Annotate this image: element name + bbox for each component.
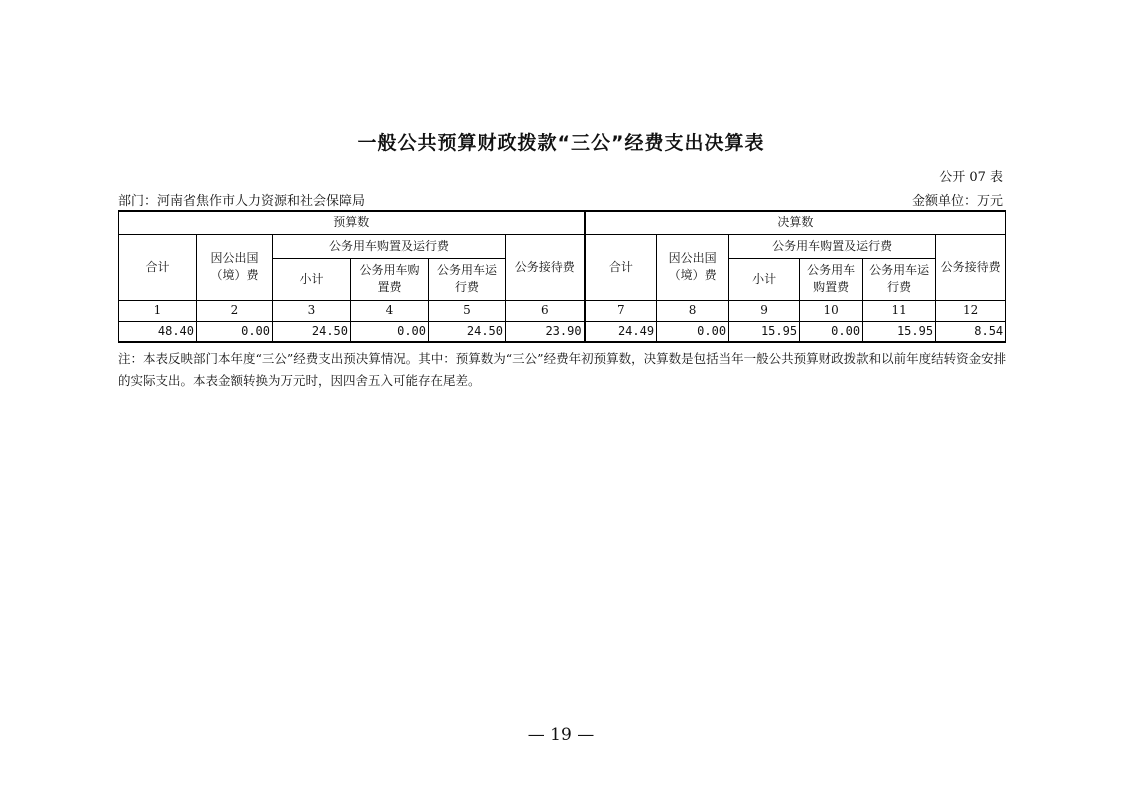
column-index: 9	[729, 300, 800, 321]
budget-reception-value: 23.90	[506, 321, 585, 342]
column-index: 4	[351, 300, 429, 321]
budget-total-header: 合计	[119, 234, 197, 300]
amount-unit-label: 金额单位：万元	[911, 194, 1003, 209]
final-vehicle-operation-line2: 行费	[887, 280, 912, 294]
budget-vehicle-purchase-line1: 公务用车购	[359, 263, 420, 277]
final-abroad-value: 0.00	[657, 321, 729, 342]
final-total-header: 合计	[585, 234, 657, 300]
final-abroad-header	[657, 234, 729, 300]
column-index-row	[119, 300, 1006, 321]
page-number: — 19 —	[527, 725, 595, 745]
budget-vehicle-operation-value: 24.50	[429, 321, 506, 342]
budget-vehicle-operation-header	[429, 258, 506, 300]
final-vehicle-purchase-value: 0.00	[800, 321, 863, 342]
column-index: 12	[936, 300, 1006, 321]
final-vehicle-purchase-line2: 购置费	[813, 280, 850, 294]
budget-total-value: 48.40	[119, 321, 197, 342]
final-vehicle-operation-line1: 公务用车运	[869, 263, 930, 277]
budget-vehicle-operation-line1: 公务用车运	[436, 263, 497, 277]
column-index: 11	[863, 300, 936, 321]
page-title: 一般公共预算财政拨款“三公”经费支出决算表	[357, 132, 765, 154]
department-label: 部门：河南省焦作市人力资源和社会保障局	[118, 194, 366, 209]
table-footnote: 注：本表反映部门本年度“三公”经费支出预决算情况。其中：预算数为“三公”经费年初预算数，决算数是包括当年一般公共预算财政拨款和以前年度结转资金安排的实际支出。本表金额转换为万元时，因四舍五入可能存在尾差。	[118, 351, 1007, 388]
final-abroad-header-line2: （境）费	[668, 268, 717, 282]
column-index: 10	[800, 300, 863, 321]
budget-vehicle-purchase-line2: 置费	[377, 280, 402, 294]
budget-abroad-value: 0.00	[197, 321, 273, 342]
budget-reception-header: 公务接待费	[506, 234, 585, 300]
budget-abroad-header	[197, 234, 273, 300]
final-reception-header: 公务接待费	[936, 234, 1006, 300]
column-index: 1	[119, 300, 197, 321]
budget-vehicle-group-header: 公务用车购置及运行费	[273, 234, 506, 258]
final-vehicle-purchase-header	[800, 258, 863, 300]
final-vehicle-operation-header	[863, 258, 936, 300]
final-vehicle-operation-value: 15.95	[863, 321, 936, 342]
budget-vehicle-purchase-value: 0.00	[351, 321, 429, 342]
column-index: 8	[657, 300, 729, 321]
column-index: 5	[429, 300, 506, 321]
budget-abroad-header-line2: （境）费	[210, 268, 259, 282]
budget-group-header: 预算数	[119, 211, 585, 234]
three-public-expenses-table	[118, 210, 1006, 343]
budget-vehicle-operation-line2: 行费	[454, 280, 479, 294]
budget-vehicle-purchase-header	[351, 258, 429, 300]
column-index: 2	[197, 300, 273, 321]
column-index: 7	[585, 300, 657, 321]
column-index: 3	[273, 300, 351, 321]
final-abroad-header-line1: 因公出国	[668, 251, 717, 265]
budget-subtotal-header: 小计	[273, 258, 351, 300]
final-reception-value: 8.54	[936, 321, 1006, 342]
final-subtotal-value: 15.95	[729, 321, 800, 342]
column-index: 6	[506, 300, 585, 321]
final-subtotal-header: 小计	[729, 258, 800, 300]
final-group-header: 决算数	[585, 211, 1006, 234]
final-vehicle-group-header: 公务用车购置及运行费	[729, 234, 936, 258]
budget-subtotal-value: 24.50	[273, 321, 351, 342]
budget-abroad-header-line1: 因公出国	[210, 251, 259, 265]
data-row	[119, 321, 1006, 342]
form-number: 公开 07 表	[939, 170, 1003, 185]
final-total-value: 24.49	[585, 321, 657, 342]
final-vehicle-purchase-line1: 公务用车	[807, 263, 856, 277]
